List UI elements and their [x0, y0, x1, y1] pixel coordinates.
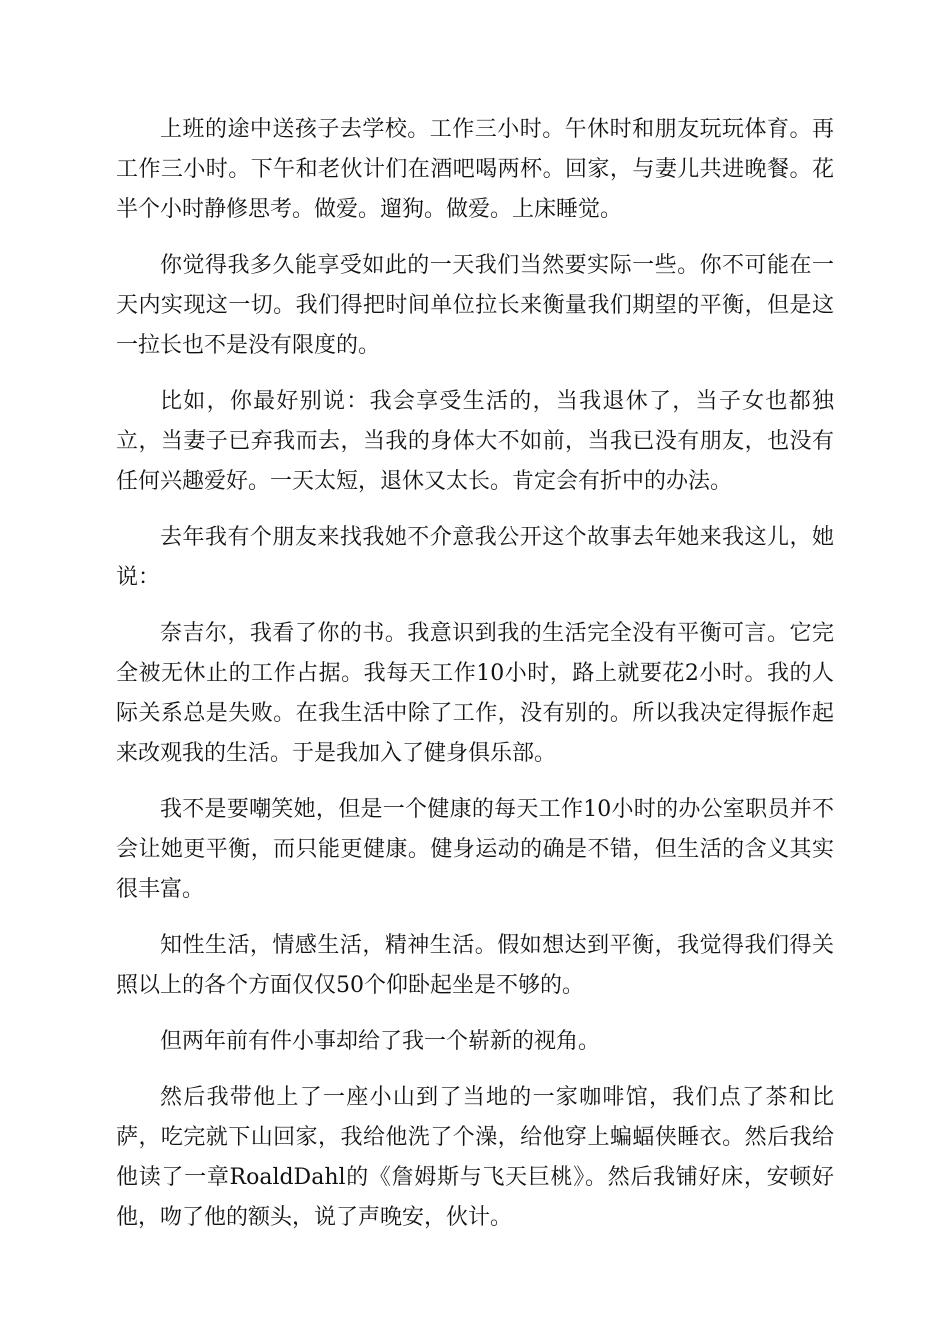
paragraph-1: 上班的途中送孩子去学校。工作三小时。午休时和朋友玩玩体育。再工作三小时。下午和老伙计们在酒吧喝两杯。回家，与妻儿共进晚餐。花半个小时静修思考。做爱。遛狗。做爱。上床睡觉。 — [116, 117, 834, 222]
document-body — [116, 110, 834, 1254]
paragraph-5: 奈吉尔，我看了你的书。我意识到我的生活完全没有平衡可言。它完全被无休止的工作占据。我每天工作10小时，路上就要花2小时。我的人际关系总是失败。在我生活中除了工作，没有别的。所以我决定得振作起来改观我的生活。于是我加入了健身俱乐部。 — [116, 621, 834, 766]
paragraph-9: 然后我带他上了一座小山到了当地的一家咖啡馆，我们点了茶和比萨，吃完就下山回家，我给他洗了个澡，给他穿上蝙蝠侠睡衣。然后我给他读了一章RoaldDahl的《詹姆斯与飞天巨桃》。然后我铺好床，安顿好他，吻了他的额头，说了声晚安，伙计。 — [116, 1085, 834, 1230]
paragraph-7: 知性生活，情感生活，精神生活。假如想达到平衡，我觉得我们得关照以上的各个方面仅仅50个仰卧起坐是不够的。 — [116, 933, 834, 998]
paragraph-8: 但两年前有件小事却给了我一个崭新的视角。 — [160, 1029, 601, 1054]
paragraph-3: 比如，你最好别说：我会享受生活的，当我退休了，当子女也都独立，当妻子已弃我而去，当我的身体大不如前，当我已没有朋友，也没有任何兴趣爱好。一天太短，退休又太长。肯定会有折中的办法。 — [116, 389, 834, 494]
paragraph-6: 我不是要嘲笑她，但是一个健康的每天工作10小时的办公室职员并不会让她更平衡，而只能更健康。健身运动的确是不错，但生活的含义其实很丰富。 — [116, 797, 834, 902]
paragraph-4: 去年我有个朋友来找我她不介意我公开这个故事去年她来我这儿，她说： — [116, 525, 834, 590]
paragraph-2: 你觉得我多久能享受如此的一天我们当然要实际一些。你不可能在一天内实现这一切。我们得把时间单位拉长来衡量我们期望的平衡，但是这一拉长也不是没有限度的。 — [116, 253, 834, 358]
